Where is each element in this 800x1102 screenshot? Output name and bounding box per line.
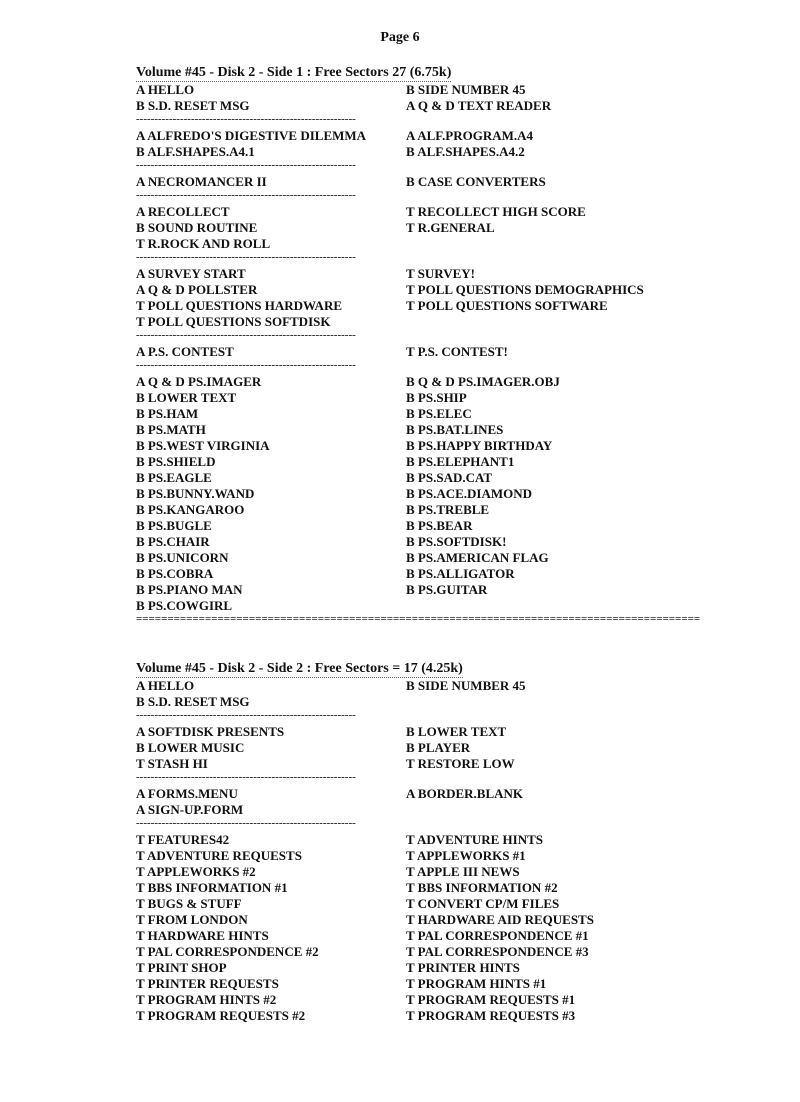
file-entry-right: B PLAYER [406,740,471,755]
file-entry-right: B PS.ELEC [406,406,472,421]
file-entry-left: A NECROMANCER II [136,174,267,189]
file-entry-left: B PS.COWGIRL [136,598,233,613]
file-row [136,724,656,740]
file-row [136,944,656,960]
file-entry-left: B PS.COBRA [136,566,214,581]
file-entry-right: B PS.BEAR [406,518,473,533]
file-row [136,204,656,220]
volume-header-text: Volume #45 - Disk 2 - Side 2 : Free Sectors = 17 (4.25k) [136,661,463,676]
file-row [136,82,656,98]
file-entry-right: B PS.HAPPY BIRTHDAY [406,438,553,453]
group-separator: ------------------------------------------------------------ [136,771,356,783]
file-entry-left: A SOFTDISK PRESENTS [136,724,285,739]
file-row [136,582,656,598]
file-row [136,802,656,818]
file-entry-right: T ADVENTURE HINTS [406,832,544,847]
file-entry-left: B S.D. RESET MSG [136,98,250,113]
file-entry-right: T R.GENERAL [406,220,495,235]
volume-header [136,58,656,82]
file-entry-right: A Q & D TEXT READER [406,98,552,113]
file-entry-left: B PS.SHIELD [136,454,216,469]
file-row [136,128,656,144]
file-row [136,550,656,566]
file-entry-left: A P.S. CONTEST [136,344,234,359]
file-entry-right: B LOWER TEXT [406,724,507,739]
file-entry-right: B CASE CONVERTERS [406,174,546,189]
file-row [136,236,656,252]
group-separator: ------------------------------------------------------------ [136,329,356,341]
group-separator: ------------------------------------------------------------ [136,189,356,201]
file-entry-right: B Q & D PS.IMAGER.OBJ [406,374,560,389]
file-entry-left: T PRINT SHOP [136,960,227,975]
file-entry-right: B PS.SHIP [406,390,467,405]
file-entry-left: B PS.MATH [136,422,206,437]
file-row [136,976,656,992]
file-entry-right: T HARDWARE AID REQUESTS [406,912,594,927]
file-row [136,832,656,848]
file-entry-left: T PROGRAM HINTS #2 [136,992,277,1007]
file-entry-left: B PS.KANGAROO [136,502,245,517]
file-entry-right [406,694,656,710]
file-entry-right: T PROGRAM REQUESTS #1 [406,992,576,1007]
file-row [136,282,656,298]
file-entry-left: T PAL CORRESPONDENCE #2 [136,944,319,959]
file-entry-left: B PS.PIANO MAN [136,582,243,597]
file-entry-left: T HARDWARE HINTS [136,928,269,943]
file-row [136,144,656,160]
file-row [136,174,656,190]
file-row [136,298,656,314]
file-row [136,534,656,550]
file-row [136,220,656,236]
file-entry-left: B PS.WEST VIRGINIA [136,438,270,453]
file-entry-right: T RECOLLECT HIGH SCORE [406,204,586,219]
file-row [136,422,656,438]
file-row [136,314,656,330]
file-entry-right: T CONVERT CP/M FILES [406,896,560,911]
file-entry-right: T POLL QUESTIONS DEMOGRAPHICS [406,282,644,297]
file-entry-right: B PS.SOFTDISK! [406,534,507,549]
file-entry-left: T FEATURES42 [136,832,230,847]
volume-header-text: Volume #45 - Disk 2 - Side 1 : Free Sectors 27 (6.75k) [136,65,452,80]
file-entry-left: A RECOLLECT [136,204,230,219]
file-entry-right: T SURVEY! [406,266,476,281]
file-row [136,864,656,880]
file-entry-left: T ADVENTURE REQUESTS [136,848,302,863]
file-entry-right: B PS.ACE.DIAMOND [406,486,533,501]
file-row [136,454,656,470]
file-row [136,694,656,710]
file-entry-right [406,236,656,252]
file-entry-right: B ALF.SHAPES.A4.2 [406,144,525,159]
file-entry-right: B PS.AMERICAN FLAG [406,550,549,565]
file-entry-right: T P.S. CONTEST! [406,344,508,359]
file-row [136,470,656,486]
file-entry-right: T PAL CORRESPONDENCE #1 [406,928,589,943]
file-row [136,912,656,928]
file-entry-left: B PS.BUNNY.WAND [136,486,255,501]
group-separator: ------------------------------------------------------------ [136,817,356,829]
file-entry-left: A SIGN-UP.FORM [136,802,244,817]
file-entry-right: T PAL CORRESPONDENCE #3 [406,944,589,959]
file-row [136,756,656,772]
file-row [136,992,656,1008]
file-row [136,390,656,406]
file-entry-left: T POLL QUESTIONS HARDWARE [136,298,343,313]
file-entry-right: T PROGRAM REQUESTS #3 [406,1008,576,1023]
file-entry-left: T FROM LONDON [136,912,248,927]
file-entry-right: T PROGRAM HINTS #1 [406,976,547,991]
group-separator: ------------------------------------------------------------ [136,113,356,125]
file-entry-right [406,314,656,330]
group-separator: ------------------------------------------------------------ [136,709,356,721]
file-entry-right [406,598,656,614]
file-entry-right: B PS.BAT.LINES [406,422,504,437]
file-entry-left: T POLL QUESTIONS SOFTDISK [136,314,331,329]
file-row [136,344,656,360]
file-row [136,896,656,912]
file-row [136,880,656,896]
file-row [136,786,656,802]
file-entry-left: T BBS INFORMATION #1 [136,880,288,895]
file-row [136,678,656,694]
file-entry-left: B SOUND ROUTINE [136,220,258,235]
file-entry-right [406,802,656,818]
file-entry-right: B SIDE NUMBER 45 [406,82,526,97]
file-entry-right: B SIDE NUMBER 45 [406,678,526,693]
file-entry-right: A BORDER.BLANK [406,786,524,801]
file-entry-left: B S.D. RESET MSG [136,694,250,709]
file-entry-right: T RESTORE LOW [406,756,515,771]
file-entry-left: T R.ROCK AND ROLL [136,236,271,251]
file-row [136,740,656,756]
volume-separator: ========================================================================================== [136,613,701,625]
file-row [136,960,656,976]
file-entry-right: T POLL QUESTIONS SOFTWARE [406,298,608,313]
file-entry-left: A SURVEY START [136,266,246,281]
page-title: Page 6 [380,30,420,45]
file-entry-left: B LOWER MUSIC [136,740,245,755]
file-row [136,98,656,114]
file-row [136,598,656,614]
file-entry-left: A Q & D PS.IMAGER [136,374,262,389]
volume-header [136,654,656,678]
file-entry-right: B PS.ALLIGATOR [406,566,515,581]
file-entry-left: B PS.BUGLE [136,518,212,533]
file-entry-left: T STASH HI [136,756,208,771]
file-entry-right: T APPLE III NEWS [406,864,520,879]
volume-spacer [136,636,656,654]
file-entry-left: T APPLEWORKS #2 [136,864,256,879]
file-row [136,438,656,454]
file-row [136,486,656,502]
file-entry-right: A ALF.PROGRAM.A4 [406,128,533,143]
file-entry-left: A HELLO [136,678,195,693]
disk-listing [136,58,701,1024]
file-entry-right: T BBS INFORMATION #2 [406,880,558,895]
file-entry-left: B ALF.SHAPES.A4.1 [136,144,255,159]
file-entry-left: A Q & D POLLSTER [136,282,258,297]
file-row [136,406,656,422]
file-entry-left: T PROGRAM REQUESTS #2 [136,1008,306,1023]
file-row [136,566,656,582]
file-entry-right: B PS.TREBLE [406,502,490,517]
file-entry-right: T APPLEWORKS #1 [406,848,526,863]
file-row [136,848,656,864]
file-row [136,374,656,390]
file-entry-left: B PS.UNICORN [136,550,229,565]
file-row [136,1008,656,1024]
file-entry-left: B LOWER TEXT [136,390,237,405]
group-separator: ------------------------------------------------------------ [136,251,356,263]
file-entry-right: B PS.SAD.CAT [406,470,493,485]
file-entry-right: B PS.GUITAR [406,582,488,597]
file-entry-right: T PRINTER HINTS [406,960,520,975]
file-row [136,928,656,944]
file-entry-left: A FORMS.MENU [136,786,238,801]
file-entry-left: T BUGS & STUFF [136,896,242,911]
file-entry-left: B PS.HAM [136,406,199,421]
file-row [136,502,656,518]
file-entry-left: B PS.EAGLE [136,470,212,485]
file-entry-left: T PRINTER REQUESTS [136,976,279,991]
group-separator: ------------------------------------------------------------ [136,359,356,371]
file-row [136,518,656,534]
file-entry-right: B PS.ELEPHANT1 [406,454,515,469]
file-entry-left: A ALFREDO'S DIGESTIVE DILEMMA [136,128,367,143]
file-entry-left: B PS.CHAIR [136,534,210,549]
file-entry-left: A HELLO [136,82,195,97]
group-separator: ------------------------------------------------------------ [136,159,356,171]
file-row [136,266,656,282]
